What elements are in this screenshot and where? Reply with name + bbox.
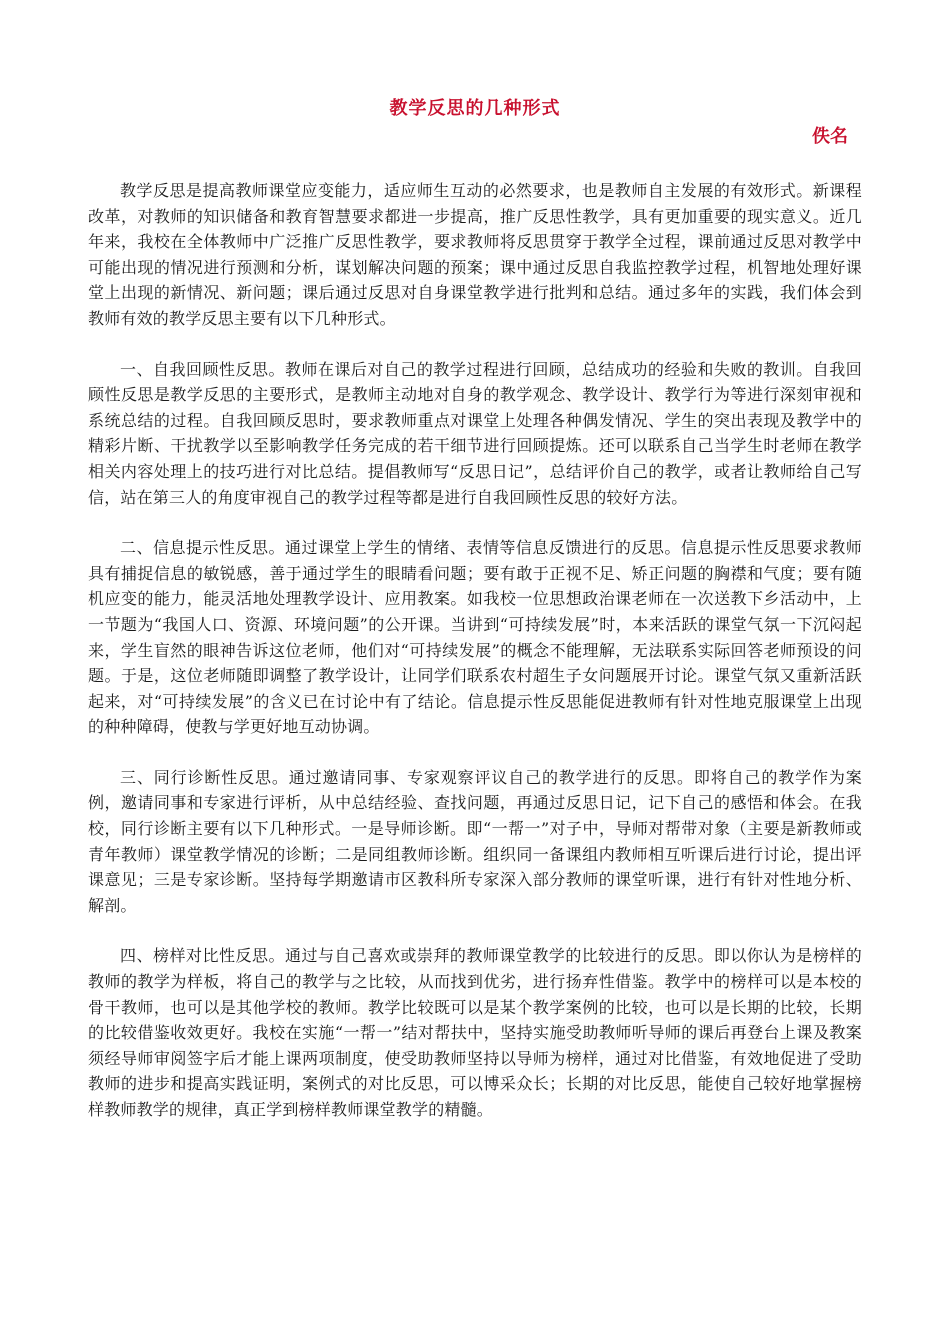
document-title: 教学反思的几种形式 bbox=[389, 98, 561, 119]
paragraph-intro: 教学反思是提高教师课堂应变能力，适应师生互动的必然要求，也是教师自主发展的有效形式。新课程改革，对教师的知识储备和教育智慧要求都进一步提高，推广反思性教学，具有更加重要的现实意义。近几年来，我校在全体教师中广泛推广反思性教学，要求教师将反思贯穿于教学全过程，课前通过反思对教学中可能出现的情况进行预测和分析，谋划解决问题的预案；课中通过反思自我监控教学过程，机智地处理好课堂上出现的新情况、新问题；课后通过反思对自身课堂教学进行批判和总结。通过多年的实践，我们体会到教师有效的教学反思主要有以下几种形式。 bbox=[88, 181, 862, 328]
paragraph-role-model: 四、榜样对比性反思。通过与自己喜欢或崇拜的教师课堂教学的比较进行的反思。即以你认为是榜样的教师的教学为样板，将自己的教学与之比较，从而找到优劣，进行扬弃性借鉴。教学中的榜样可以是本校的骨干教师，也可以是其他学校的教师。教学比较既可以是某个教学案例的比较，也可以是长期的比较，长期的比较借鉴收效更好。我校在实施“一帮一”结对帮扶中，坚持实施受助教师听导师的课后再登台上课及教案须经导师审阅签字后才能上课两项制度，使受助教师坚持以导师为榜样，通过对比借鉴，有效地促进了受助教师的进步和提高实践证明，案例式的对比反思，可以博采众长；长期的对比反思，能使自己较好地掌握榜样教师教学的规律，真正学到榜样教师课堂教学的精髓。 bbox=[88, 946, 862, 1119]
paragraph-peer-diagnosis: 三、同行诊断性反思。通过邀请同事、专家观察评议自己的教学进行的反思。即将自己的教学作为案例，邀请同事和专家进行评析，从中总结经验、查找问题，再通过反思日记，记下自己的感悟和体会。在我校，同行诊断主要有以下几种形式。一是导师诊断。即“一帮一”对子中，导师对帮带对象（主要是新教师或青年教师）课堂教学情况的诊断；二是同组教师诊断。组织同一备课组内教师相互听课后进行讨论，提出评课意见；三是专家诊断。坚持每学期邀请市区教科所专家深入部分教师的课堂听课，进行有针对性地分析、解剖。 bbox=[88, 767, 862, 915]
document-body bbox=[88, 178, 862, 1123]
paragraph-self-review: 一、自我回顾性反思。教师在课后对自己的教学过程进行回顾，总结成功的经验和失败的教训。自我回顾性反思是教学反思的主要形式，是教师主动地对自身的教学观念、教学设计、教学行为等进行深刻审视和系统总结的过程。自我回顾反思时，要求教师重点对课堂上处理各种偶发情况、学生的突出表现及教学中的精彩片断、干扰教学以至影响教学任务完成的若干细节进行回顾提炼。还可以联系自己当学生时老师在教学相关内容处理上的技巧进行对比总结。提倡教师写“反思日记”，总结评价自己的教学，或者让教师给自己写信，站在第三人的角度审视自己的教学过程等都是进行自我回顾性反思的较好方法。 bbox=[88, 359, 862, 507]
document-page bbox=[88, 96, 862, 1148]
document-author: 佚名 bbox=[812, 126, 848, 147]
paragraph-info-prompt: 二、信息提示性反思。通过课堂上学生的情绪、表情等信息反馈进行的反思。信息提示性反思要求教师具有捕捉信息的敏锐感，善于通过学生的眼睛看问题；要有敢于正视不足、矫正问题的胸襟和气度；要有随机应变的能力，能灵活地处理教学设计、应用教案。如我校一位思想政治课老师在一次送教下乡活动中，上一节题为“我国人口、资源、环境问题”的公开课。当讲到“可持续发展”时，本来活跃的课堂气氛一下沉闷起来，学生盲然的眼神告诉这位老师，他们对“可持续发展”的概念不能理解，无法联系实际回答老师预设的问题。于是，这位老师随即调整了教学设计，让同学们联系农村超生子女问题展开讨论。课堂气氛又重新活跃起来，对“可持续发展”的含义已在讨论中有了结论。信息提示性反思能促进教师有针对性地克服课堂上出现的种种障碍，使教与学更好地互动协调。 bbox=[88, 538, 862, 737]
